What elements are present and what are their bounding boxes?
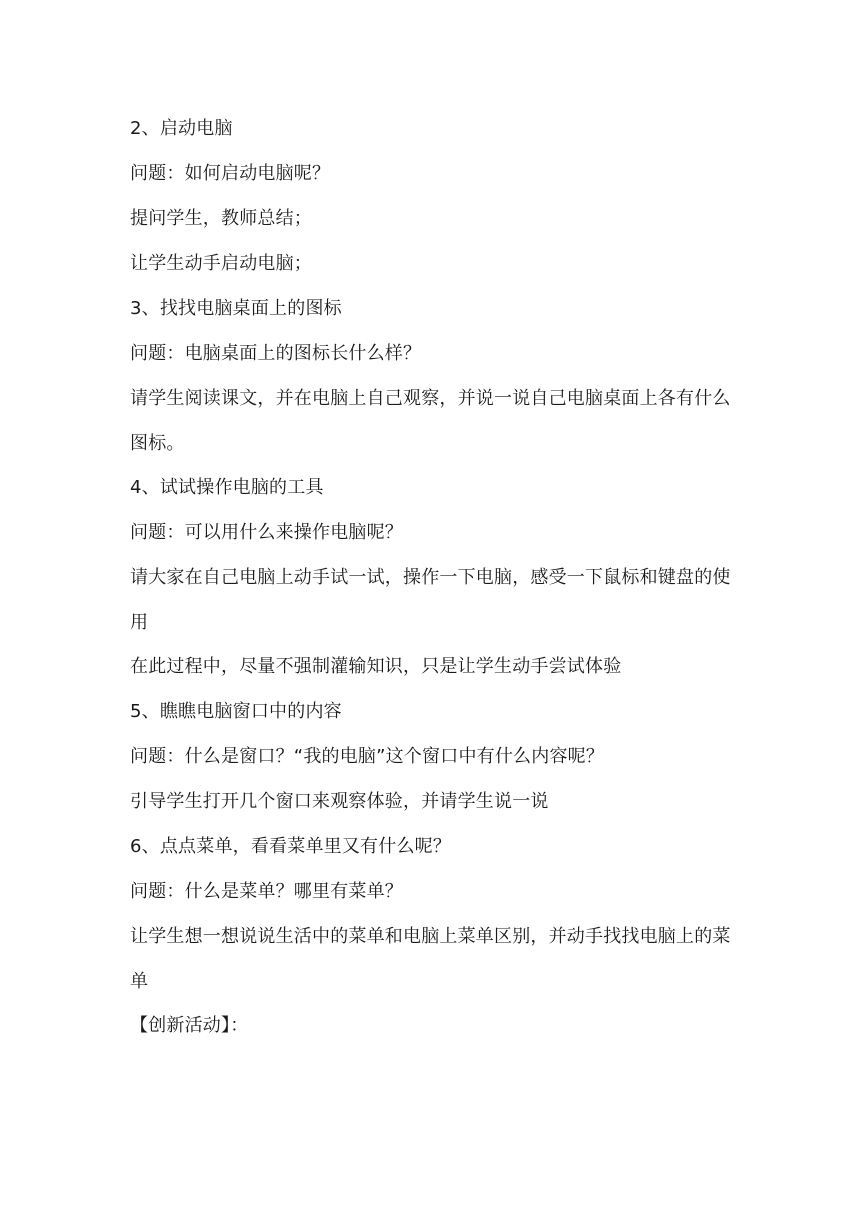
question-tools: 问题：可以用什么来操作电脑呢？ xyxy=(130,522,403,543)
section-heading-menus: 6、点点菜单，看看菜单里又有什么呢？ xyxy=(130,836,452,857)
question-start-computer: 问题：如何启动电脑呢？ xyxy=(130,163,331,184)
section-heading-tools: 4、试试操作电脑的工具 xyxy=(130,477,324,498)
section-heading-innovation-activity: 【创新活动】： xyxy=(130,1015,249,1036)
section-heading-window-content: 5、瞧瞧电脑窗口中的内容 xyxy=(130,701,342,722)
question-desktop-icons: 问题：电脑桌面上的图标长什么样？ xyxy=(130,343,422,364)
instruction-open-windows: 引导学生打开几个窗口来观察体验，并请学生说一说 xyxy=(130,791,549,812)
section-heading-start-computer: 2、启动电脑 xyxy=(130,118,233,139)
instruction-try-mouse-keyboard: 请大家在自己电脑上动手试一试，操作一下电脑，感受一下鼠标和键盘的使用 xyxy=(130,567,731,633)
document-body xyxy=(130,114,740,1056)
instruction-students-start: 让学生动手启动电脑； xyxy=(130,253,312,274)
instruction-ask-students: 提问学生，教师总结； xyxy=(130,208,312,229)
instruction-menu-difference: 让学生想一想说说生活中的菜单和电脑上菜单区别，并动手找找电脑上的菜单 xyxy=(130,926,731,992)
section-heading-desktop-icons: 3、找找电脑桌面上的图标 xyxy=(130,298,342,319)
instruction-read-and-observe: 请学生阅读课文，并在电脑上自己观察，并说一说自己电脑桌面上各有什么图标。 xyxy=(130,388,731,454)
question-window: 问题：什么是窗口？“我的电脑”这个窗口中有什么内容呢？ xyxy=(130,746,605,767)
instruction-no-forced-knowledge: 在此过程中，尽量不强制灌输知识，只是让学生动手尝试体验 xyxy=(130,656,622,677)
question-menu: 问题：什么是菜单？哪里有菜单？ xyxy=(130,881,403,902)
